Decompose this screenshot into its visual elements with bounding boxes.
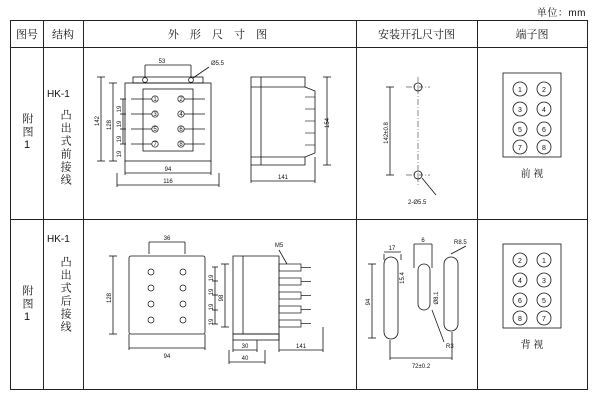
row2-dim-36: 36 xyxy=(163,236,171,242)
row1-term-1: 1 xyxy=(518,87,522,94)
row1-pin-5: 5 xyxy=(153,127,157,133)
row2-dim-m5: M5 xyxy=(274,243,284,249)
row2-dim-19c: 19 xyxy=(209,303,215,311)
row1-pin-3: 3 xyxy=(153,112,157,118)
row1-term-8: 8 xyxy=(542,145,546,152)
row1-dim-94: 94 xyxy=(164,167,172,173)
row1-dim-hole: Ø5.5 xyxy=(211,61,225,67)
row1-dim-142: 142 xyxy=(95,115,101,127)
row2-structure xyxy=(43,220,83,389)
row1-dim-141: 141 xyxy=(277,175,289,181)
row1-term-3: 3 xyxy=(518,107,522,114)
row2-dim-40: 40 xyxy=(241,356,249,362)
row2-mount-dim-o81: Ø8.1 xyxy=(434,291,440,305)
row2-mount-dim-r85: R8.5 xyxy=(454,240,467,246)
row2-drawing-no-label: 附图1 xyxy=(21,284,34,325)
row1-mount-dim: 142±0.8 xyxy=(384,122,390,144)
row1-dim-19b: 19 xyxy=(117,120,123,128)
row1-term-6: 6 xyxy=(542,127,546,134)
row1-term-4: 4 xyxy=(542,107,546,114)
row2-terminal-caption: 背 视 xyxy=(520,340,544,351)
row1-pin-8: 8 xyxy=(179,142,183,148)
header-col-mounting: 安装开孔尺寸图 xyxy=(378,29,455,41)
row1-term-7: 7 xyxy=(518,145,522,152)
header-col-outline: 外 形 尺 寸 图 xyxy=(167,29,272,41)
row2-mount-dim-94: 94 xyxy=(366,298,372,306)
row1-structure-text: 凸出式前接线 xyxy=(59,109,72,187)
row2-term-8: 7 xyxy=(542,316,546,323)
row2-term-1: 2 xyxy=(518,258,522,265)
row2-term-2: 1 xyxy=(542,258,546,265)
header-col-terminal: 端子图 xyxy=(515,29,549,41)
row2-mount-dim-17: 17 xyxy=(388,246,396,252)
row2-mount-dim-72: 72±0.2 xyxy=(411,364,431,370)
row1-term-2: 2 xyxy=(542,87,546,94)
row1-term-5: 5 xyxy=(518,127,522,134)
row2-structure-code: HK-1 xyxy=(47,234,70,245)
row2-mounting-drawing xyxy=(356,220,477,389)
row2-mount-dim-154: 15.4 xyxy=(400,272,406,284)
row2-dim-19a: 19 xyxy=(209,274,215,282)
row2-terminal-drawing xyxy=(477,220,587,389)
row1-dim-19d: 19 xyxy=(117,150,123,158)
row1-pin-1: 1 xyxy=(153,97,157,103)
row2-term-6: 5 xyxy=(542,298,546,305)
row1-dim-top: 53 xyxy=(158,59,166,65)
row2-term-5: 6 xyxy=(518,298,522,305)
row2-structure-text: 凸出式后接线 xyxy=(59,256,72,334)
row1-structure-code: HK-1 xyxy=(47,89,70,100)
row1-drawing-no xyxy=(11,47,43,219)
header-col-drawing-no: 图号 xyxy=(16,29,38,41)
row1-mounting-drawing xyxy=(356,47,477,219)
row1-pin-7: 7 xyxy=(153,142,157,148)
row1-pin-4: 4 xyxy=(179,112,183,118)
row2-mount-dim-r3: R3 xyxy=(446,344,454,350)
row1-terminal-drawing xyxy=(477,47,587,219)
spec-table xyxy=(10,20,588,390)
row1-outline-drawing xyxy=(83,47,356,219)
row2-drawing-no xyxy=(11,220,43,389)
row2-dim-19b: 19 xyxy=(209,288,215,296)
row2-dim-98: 98 xyxy=(219,294,225,302)
row1-pin-2: 2 xyxy=(179,97,183,103)
row1-mount-hole-note: 2-Ø5.5 xyxy=(408,200,427,206)
row1-pin-6: 6 xyxy=(179,127,183,133)
row2-dim-30: 30 xyxy=(241,344,249,350)
row1-dim-154: 154 xyxy=(325,117,331,129)
header-col-structure: 结构 xyxy=(52,29,74,41)
row2-term-3: 4 xyxy=(518,278,522,285)
row2-dim-94: 94 xyxy=(163,354,171,360)
row1-dim-19a: 19 xyxy=(117,105,123,113)
row1-dim-128: 128 xyxy=(107,119,113,131)
row1-dim-116: 116 xyxy=(163,179,173,185)
row1-terminal-caption: 前 视 xyxy=(520,169,544,180)
row2-dim-141: 141 xyxy=(295,344,307,350)
row2-mount-dim-6: 6 xyxy=(421,238,425,244)
row1-structure xyxy=(43,47,83,219)
row2-dim-128: 128 xyxy=(107,292,113,304)
unit-note: 单位：mm xyxy=(536,8,586,19)
row1-drawing-no-label: 附图1 xyxy=(21,113,34,153)
row1-dim-19c: 19 xyxy=(117,135,123,143)
row2-dim-19d: 19 xyxy=(209,318,215,326)
row2-term-7: 8 xyxy=(518,316,522,323)
row2-outline-drawing xyxy=(83,220,356,389)
row2-term-4: 3 xyxy=(542,278,546,285)
